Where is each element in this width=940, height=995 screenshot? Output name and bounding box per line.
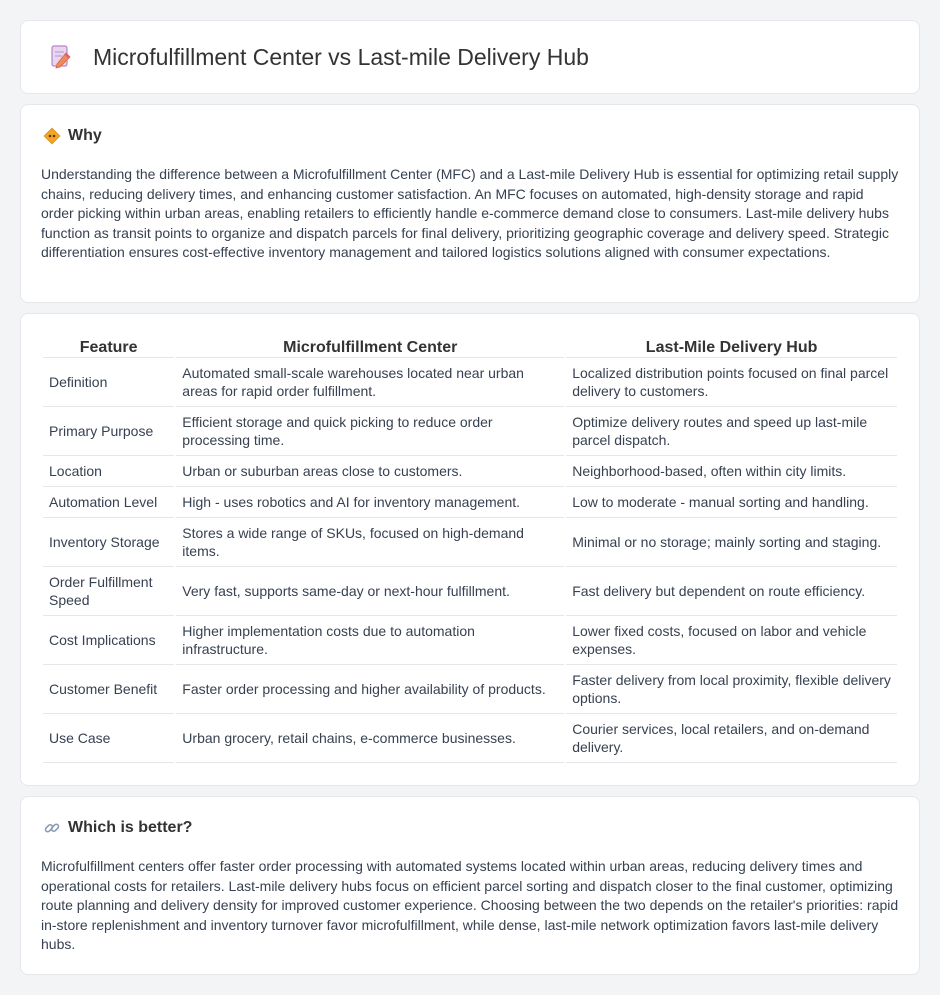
which-is-better-text: Microfulfillment centers offer faster order processing with automated systems located within urban areas, reducing delivery times and operational costs for retailers. Last-mile delivery hubs focus on efficient parcel sorting and dispatch closer to the final customer, optimizing route planning and delivery density for improved customer experience. Choosing between the two depends on the retailer's priorities: rapid in-store replenishment and inventory turnover favor microfulfillment, while dense, last-mile network optimization favors last-mile delivery hubs. bbox=[41, 858, 899, 952]
hub-cell: Courier services, local retailers, and on-demand delivery. bbox=[566, 714, 897, 763]
feature-cell: Order Fulfillment Speed bbox=[43, 567, 174, 616]
feature-cell: Primary Purpose bbox=[43, 407, 174, 456]
mfc-cell: Stores a wide range of SKUs, focused on high-demand items. bbox=[176, 518, 564, 567]
feature-cell: Automation Level bbox=[43, 487, 174, 518]
which-is-better-heading: Which is better? bbox=[68, 819, 193, 836]
hub-cell: Localized distribution points focused on final parcel delivery to customers. bbox=[566, 358, 897, 407]
mfc-cell: Very fast, supports same-day or next-hour fulfillment. bbox=[176, 567, 564, 616]
feature-cell: Cost Implications bbox=[43, 616, 174, 665]
mfc-cell: Automated small-scale warehouses located near urban areas for rapid order fulfillment. bbox=[176, 358, 564, 407]
table-row bbox=[43, 714, 897, 763]
hub-cell: Minimal or no storage; mainly sorting and staging. bbox=[566, 518, 897, 567]
hub-cell: Low to moderate - manual sorting and handling. bbox=[566, 487, 897, 518]
feature-cell: Customer Benefit bbox=[43, 665, 174, 714]
header-last-mile-delivery-hub: Last-Mile Delivery Hub bbox=[566, 336, 897, 358]
mfc-cell: Urban grocery, retail chains, e-commerce businesses. bbox=[176, 714, 564, 763]
document-pencil-icon bbox=[45, 42, 75, 72]
table-row bbox=[43, 665, 897, 714]
table-row bbox=[43, 487, 897, 518]
which-is-better-section bbox=[20, 796, 920, 975]
why-section bbox=[20, 104, 920, 303]
hub-cell: Optimize delivery routes and speed up last-mile parcel dispatch. bbox=[566, 407, 897, 456]
mfc-cell: Faster order processing and higher availability of products. bbox=[176, 665, 564, 714]
hub-cell: Faster delivery from local proximity, flexible delivery options. bbox=[566, 665, 897, 714]
mfc-cell: Urban or suburban areas close to customers. bbox=[176, 456, 564, 487]
table-row bbox=[43, 567, 897, 616]
comparison-table-card bbox=[20, 313, 920, 786]
feature-cell: Inventory Storage bbox=[43, 518, 174, 567]
mfc-cell: High - uses robotics and AI for inventory management. bbox=[176, 487, 564, 518]
hub-cell: Neighborhood-based, often within city limits. bbox=[566, 456, 897, 487]
hub-cell: Lower fixed costs, focused on labor and vehicle expenses. bbox=[566, 616, 897, 665]
why-heading: Why bbox=[68, 127, 102, 144]
mfc-cell: Efficient storage and quick picking to reduce order processing time. bbox=[176, 407, 564, 456]
feature-cell: Definition bbox=[43, 358, 174, 407]
table-row bbox=[43, 407, 897, 456]
page-title: Microfulfillment Center vs Last-mile Delivery Hub bbox=[93, 43, 589, 70]
table-row bbox=[43, 518, 897, 567]
header-microfulfillment-center: Microfulfillment Center bbox=[176, 336, 564, 358]
table-header-row bbox=[43, 336, 897, 358]
table-row bbox=[43, 616, 897, 665]
title-card bbox=[20, 20, 920, 94]
table-row bbox=[43, 358, 897, 407]
link-icon bbox=[43, 819, 61, 837]
feature-cell: Location bbox=[43, 456, 174, 487]
diamond-sign-icon bbox=[43, 127, 61, 145]
hub-cell: Fast delivery but dependent on route efficiency. bbox=[566, 567, 897, 616]
feature-cell: Use Case bbox=[43, 714, 174, 763]
table-row bbox=[43, 456, 897, 487]
mfc-cell: Higher implementation costs due to automation infrastructure. bbox=[176, 616, 564, 665]
comparison-table bbox=[41, 336, 899, 763]
why-text: Understanding the difference between a Microfulfillment Center (MFC) and a Last-mile Delivery Hub is essential for optimizing retail supply chains, reducing delivery times, and enhancing customer satisfaction. An MFC focuses on automated, high-density storage and rapid order picking within urban areas, enabling retailers to efficiently handle e-commerce demand close to consumers. Last-mile delivery hubs function as transit points to organize and dispatch parcels for final delivery, prioritizing geographic coverage and delivery speed. Strategic differentiation ensures cost-effective inventory management and tailored logistics solutions aligned with consumer expectations. bbox=[41, 166, 899, 260]
header-feature: Feature bbox=[43, 336, 174, 358]
